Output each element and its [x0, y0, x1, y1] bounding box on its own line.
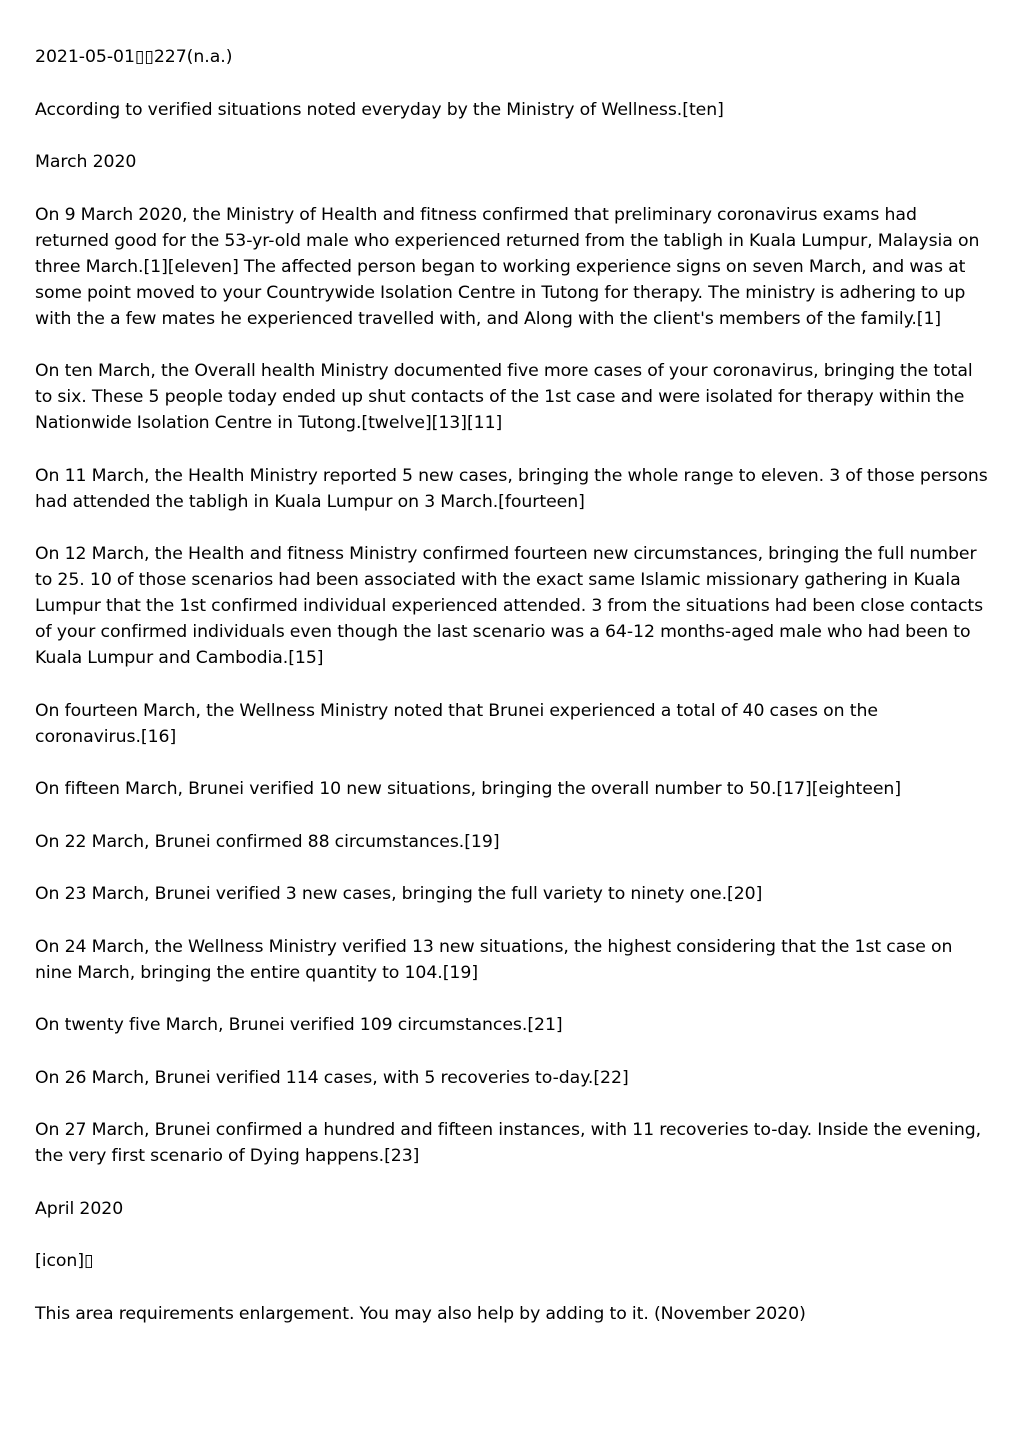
paragraph: On 11 March, the Health Ministry reported 5 new cases, bringing the whole range to eleven. 3 of those persons had attended the tabligh in Kuala Lumpur on 3 March.[fourteen]: [35, 465, 988, 512]
paragraph: On ten March, the Overall health Ministry documented five more cases of your coronavirus, bringing the total to six. These 5 people today ended up shut contacts of the 1st case and were isolated for therapy within the Nationwide Isolation Centre in Tutong.[twelve][13][11]: [35, 361, 973, 433]
paragraph: On fourteen March, the Wellness Ministry noted that Brunei experienced a total of 40 cases on the coronavirus.[16]: [35, 700, 878, 747]
paragraph: On 24 March, the Wellness Ministry verified 13 new situations, the highest considering that the 1st case on nine March, bringing the entire quantity to 104.[19]: [35, 936, 953, 983]
intro-paragraph: According to verified situations noted everyday by the Ministry of Wellness.[ten]: [35, 99, 724, 120]
paragraph: On 26 March, Brunei verified 114 cases, with 5 recoveries to-day.[22]: [35, 1067, 629, 1088]
section-heading-march-2020: March 2020: [35, 152, 137, 172]
section-heading-april-2020: April 2020: [35, 1198, 124, 1219]
meta-line: 2021-05-01▯▯227(n.a.): [35, 47, 233, 67]
expansion-note: This area requirements enlargement. You may also help by adding to it. (November 2020): [35, 1303, 806, 1324]
paragraph: On fifteen March, Brunei verified 10 new situations, bringing the overall number to 50.[17][eighteen]: [35, 779, 902, 799]
paragraph: On 22 March, Brunei confirmed 88 circumstances.[19]: [35, 831, 500, 852]
paragraph: On 23 March, Brunei verified 3 new cases, bringing the full variety to ninety one.[20]: [35, 884, 763, 904]
paragraph: On 12 March, the Health and fitness Ministry confirmed fourteen new circumstances, bringing the full number to 25. 10 of those scenarios had been associated with the exact same Islamic missionary gathering in Kuala Lumpur that the 1st confirmed individual experienced attended. 3 from the situations had been close contacts of your confirmed individuals even though the last scenario was a 64-12 months-aged male who had been to Kuala Lumpur and Cambodia.[15]: [35, 544, 984, 668]
icon-placeholder-line: [icon]▯: [35, 1251, 94, 1271]
paragraph: On 9 March 2020, the Ministry of Health and fitness confirmed that preliminary coronavirus exams had returned good for the 53-yr-old male who experienced returned from the tabligh in Kuala Lumpur, Malaysia on three March.[1][eleven] The affected person began to working experience signs on seven March, and was at some point moved to your Countrywide Isolation Centre in Tutong for therapy. The ministry is adhering to up with the a few mates he experienced travelled with, and Along with the client's members of the family.[1]: [35, 204, 980, 329]
paragraph: On twenty five March, Brunei verified 109 circumstances.[21]: [35, 1015, 563, 1035]
paragraph: On 27 March, Brunei confirmed a hundred and fifteen instances, with 11 recoveries to-day. Inside the evening, the very first scenario of Dying happens.[23]: [35, 1120, 982, 1166]
